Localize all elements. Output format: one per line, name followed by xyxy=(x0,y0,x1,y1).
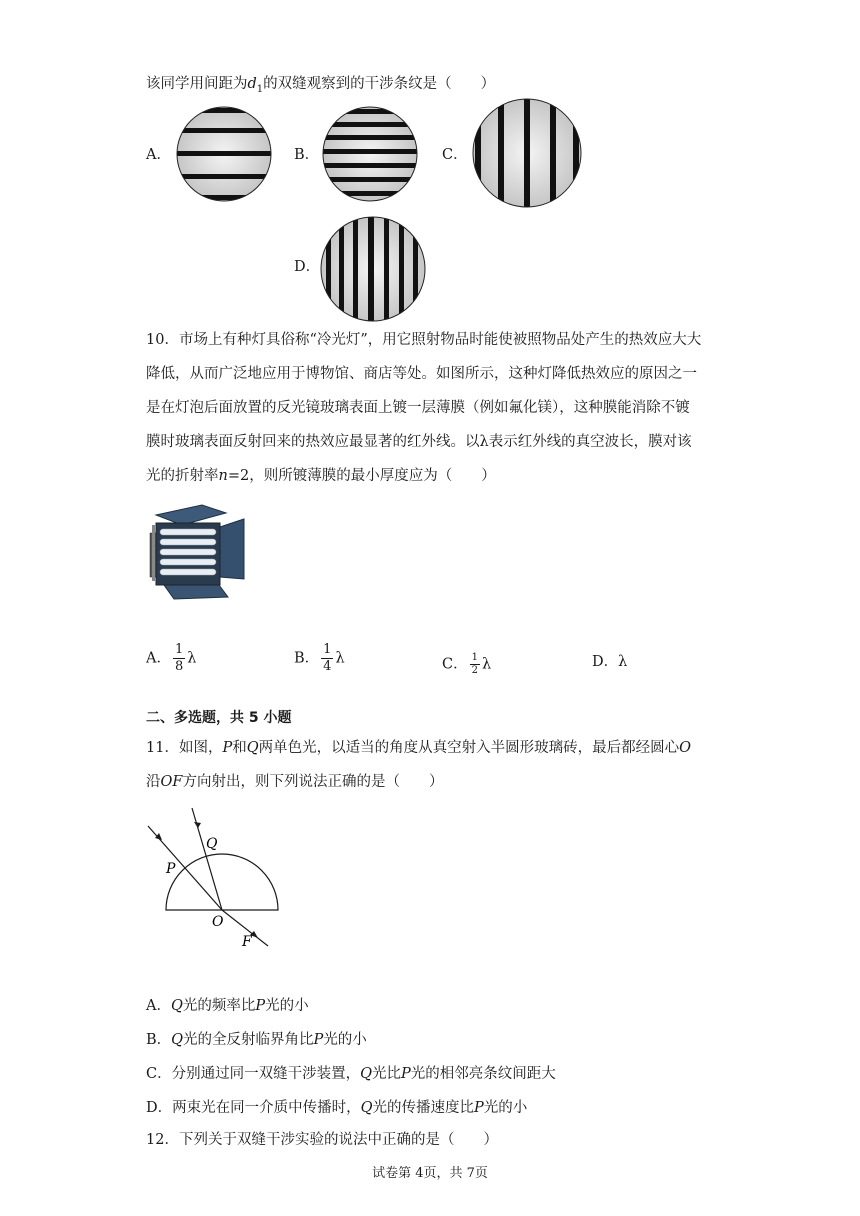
q10-line-2: 降低，从而广泛地应用于博物馆、商店等处。如图所示，这种灯降低热效应的原因之一 xyxy=(146,366,697,382)
q9-option-b-label: B． xyxy=(294,147,320,163)
section-2-heading: 二、多选题，共 5 小题 xyxy=(146,710,292,726)
q11-option-a: A．Q光的频率比P光的小 xyxy=(146,998,309,1014)
q11-line-1: 11．如图，P和Q两单色光，以适当的角度从真空射入半圆形玻璃砖，最后都经圆心O xyxy=(146,740,691,756)
q10-option-a: A． $\frac{1}{8}$ λ xyxy=(146,642,197,674)
cold-light-lamp-image xyxy=(146,503,248,601)
q9-option-c-label: C． xyxy=(442,147,468,163)
q10-option-b: B． $\frac{1}{4}$ λ xyxy=(294,642,345,674)
fringe-pattern-d xyxy=(320,216,426,322)
diagram-label-q: Q xyxy=(206,836,218,852)
q10-line-5: 光的折射率n=2，则所镀薄膜的最小厚度应为（ ） xyxy=(146,468,496,484)
diagram-label-o: O xyxy=(212,914,224,930)
q9-stem: 该同学用间距为$d_1$的双缝观察到的干涉条纹是（ ） xyxy=(146,76,496,95)
q9-option-a-label: A． xyxy=(146,147,171,163)
q10-line-4: 膜时玻璃表面反射回来的热效应最显著的红外线。以λ表示红外线的真空波长，膜对该 xyxy=(146,434,692,450)
q9-option-d-label: D． xyxy=(294,259,321,275)
q10-option-c: C． $\frac{1}{2}$ λ xyxy=(442,652,492,676)
fringe-pattern-a xyxy=(176,106,272,202)
q11-option-d: D．两束光在同一介质中传播时，Q光的传播速度比P光的小 xyxy=(146,1100,528,1116)
semicircle-refraction-diagram xyxy=(140,800,290,960)
q12-stem: 12．下列关于双缝干涉实验的说法中正确的是（ ） xyxy=(146,1132,498,1148)
q10-option-d: D．λ xyxy=(592,654,628,670)
fringe-pattern-c xyxy=(472,98,582,208)
fringe-pattern-b xyxy=(322,106,418,202)
q10-line-3: 是在灯泡后面放置的反光镜玻璃表面上镀一层薄膜（例如氟化镁），这种膜能消除不镀 xyxy=(146,400,690,416)
page-footer: 试卷第 4页，共 7页 xyxy=(372,1166,488,1181)
diagram-label-p: P xyxy=(166,861,176,877)
q11-option-b: B．Q光的全反射临界角比P光的小 xyxy=(146,1032,367,1048)
q10-line-1: 10．市场上有种灯具俗称“冷光灯”，用它照射物品时能使被照物品处产生的热效应大大 xyxy=(146,332,702,348)
q11-line-2: 沿OF方向射出，则下列说法正确的是（ ） xyxy=(146,774,444,790)
diagram-label-f: F xyxy=(242,934,252,950)
q11-option-c: C．分别通过同一双缝干涉装置，Q光比P光的相邻亮条纹间距大 xyxy=(146,1066,556,1082)
